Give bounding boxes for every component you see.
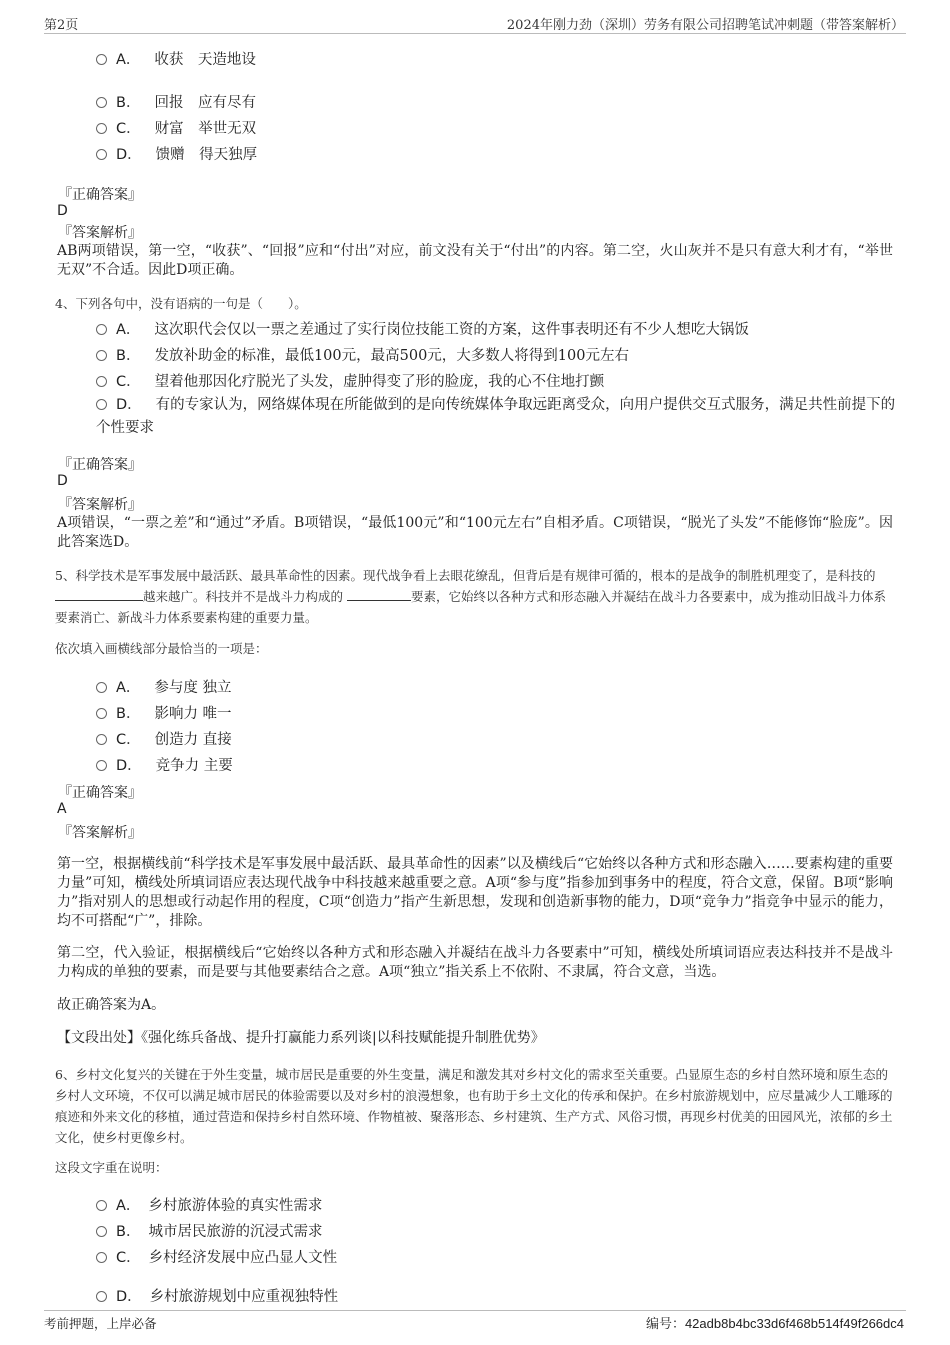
q4-option-a[interactable]: A． 这次职代会仅以一票之差通过了实行岗位技能工资的方案，这件事表明还有不少人想吃大锅饭 [96, 318, 749, 339]
footer-code: 编号：42adb8b4bc33d6f468b514f49f266dc4 [645, 1316, 904, 1332]
radio-icon[interactable] [96, 149, 107, 160]
q5-analysis-conclusion: 故正确答案为A。 [57, 997, 166, 1013]
q4-analysis: A项错误，“一票之差”和“通过”矛盾。B项错误，“最低100元”和“100元左右”自相矛盾。C项错误，“脱光了头发”不能修饰“脸庞”。因此答案选D。 [57, 515, 893, 550]
q5-option-d[interactable]: D． 竞争力 主要 [96, 754, 233, 775]
q5-option-c[interactable]: C． 创造力 直接 [96, 728, 232, 749]
radio-icon[interactable] [96, 1200, 107, 1211]
q3-option-b[interactable]: B． 回报 应有尽有 [96, 91, 256, 112]
q3-option-d[interactable]: D． 馈赠 得天独厚 [96, 143, 257, 164]
q6-option-c[interactable]: C． 乡村经济发展中应凸显人文性 [96, 1246, 337, 1267]
radio-icon[interactable] [96, 54, 107, 65]
q3-analysis-label: 『答案解析』 [58, 225, 142, 241]
q6-option-a[interactable]: A． 乡村旅游体验的真实性需求 [96, 1194, 322, 1215]
q5-stem: 5、科学技术是军事发展中最活跃、最具革命性的因素。现代战争看上去眼花缭乱，但背后是有规律可循的，根本的是战争的制胜机理变了，是科技的 越来越广。科技并不是战斗力构成的 要素，它始终以各种方式和形态融入并凝结在战斗力各要素中，成为推动旧战斗力体系要素消亡、新战斗力体系要素构建的重要力量。 [55, 568, 887, 625]
q3-option-a[interactable]: A． 收获 天造地设 [96, 48, 256, 69]
q5-analysis-paragraph-1: 第一空，根据横线前“科学技术是军事发展中最活跃、最具革命性的因素”以及横线后“它始终以各种方式和形态融入……要素构建的重要力量”可知，横线处所填词语应表达现代战争中科技越来越重要之意。A项“参与度”指参加到事务中的程度，符合文意，保留。B项“影响力”指对别人的思想或行动起作用的程度，C项“创造力”指产生新思想，发现和创造新事物的能力，D项“竞争力”指竞争中显示的能力，均不可搭配“广”，排除。 [57, 856, 893, 929]
q5-analysis-label: 『答案解析』 [58, 825, 142, 841]
q4-stem: 4、下列各句中，没有语病的一句是（ ）。 [55, 296, 307, 311]
radio-icon[interactable] [96, 376, 107, 387]
radio-icon[interactable] [96, 1291, 107, 1302]
radio-icon[interactable] [96, 324, 107, 335]
page-number: 第2页 [44, 18, 79, 33]
q5-answer: A [57, 801, 67, 817]
q4-answer-label: 『正确答案』 [58, 457, 142, 473]
q3-analysis: AB两项错误，第一空，“收获”、“回报”应和“付出”对应，前文没有关于“付出”的内容。第二空，火山灰并不是只有意大利才有，“举世无双”不合适。因此D项正确。 [57, 243, 893, 278]
radio-icon[interactable] [96, 123, 107, 134]
radio-icon[interactable] [96, 760, 107, 771]
footer-slogan: 考前押题，上岸必备 [44, 1316, 157, 1331]
document-title: 2024年刚力劲（深圳）劳务有限公司招聘笔试冲刺题（带答案解析） [506, 18, 904, 33]
q4-answer: D [57, 473, 68, 489]
radio-icon[interactable] [96, 1226, 107, 1237]
q5-answer-label: 『正确答案』 [58, 785, 142, 801]
q5-source: 【文段出处】《强化练兵备战、提升打赢能力系列谈|以科技赋能提升制胜优势》 [57, 1030, 545, 1046]
q6-prompt: 这段文字重在说明： [55, 1160, 168, 1175]
q3-answer: D [57, 203, 68, 219]
q5-option-a[interactable]: A． 参与度 独立 [96, 676, 232, 697]
q4-option-d[interactable]: D． 有的专家认为，网络媒体現在所能做到的是向传统媒体争取远距离受众，向用户提供交互式服务，满足共性前提下的个性要求 [96, 397, 896, 436]
q5-analysis-paragraph-2: 第二空，代入验证，根据横线后“它始终以各种方式和形态融入并凝结在战斗力各要素中”可知，横线处所填词语应表达科技并不是战斗力构成的单独的要素，而是要与其他要素结合之意。A项“独立”指关系上不依附、不隶属，符合文意，当选。 [57, 945, 893, 980]
radio-icon[interactable] [96, 97, 107, 108]
q4-analysis-label: 『答案解析』 [58, 497, 142, 513]
q5-option-b[interactable]: B． 影响力 唯一 [96, 702, 232, 723]
q6-option-d[interactable]: D． 乡村旅游规划中应重视独特性 [96, 1285, 338, 1306]
header-divider [44, 33, 906, 34]
radio-icon[interactable] [96, 734, 107, 745]
q4-option-b[interactable]: B． 发放补助金的标准，最低100元，最高500元，大多数人将得到100元左右 [96, 344, 629, 365]
q4-option-c[interactable]: C． 望着他那因化疗脱光了头发，虚肿得变了形的脸庞，我的心不住地打颤 [96, 370, 604, 391]
radio-icon[interactable] [96, 1252, 107, 1263]
q6-option-b[interactable]: B． 城市居民旅游的沉浸式需求 [96, 1220, 322, 1241]
q3-answer-label: 『正确答案』 [58, 187, 142, 203]
q3-option-c[interactable]: C． 财富 举世无双 [96, 117, 256, 138]
blank-line [55, 590, 143, 601]
radio-icon[interactable] [96, 708, 107, 719]
radio-icon[interactable] [96, 399, 107, 410]
q6-stem: 6、乡村文化复兴的关键在于外生变量，城市居民是重要的外生变量，满足和激发其对乡村文化的需求至关重要。凸显原生态的乡村自然环境和原生态的乡村人文环境，不仅可以满足城市居民的体验需要以及对乡村的浪漫想象，也有助于乡土文化的传承和保护。在乡村旅游规划中，应尽量减少人工雕琢的痕迹和外来文化的移植，通过营造和保持乡村自然环境、作物植被、聚落形态、乡村建筑、生产方式、风俗习惯，再现乡村优美的田园风光，浓郁的乡土文化，使乡村更像乡村。 [55, 1067, 893, 1145]
q5-prompt: 依次填入画横线部分最恰当的一项是： [55, 641, 268, 656]
blank-line [347, 590, 411, 601]
radio-icon[interactable] [96, 682, 107, 693]
radio-icon[interactable] [96, 350, 107, 361]
footer-divider [44, 1310, 906, 1311]
